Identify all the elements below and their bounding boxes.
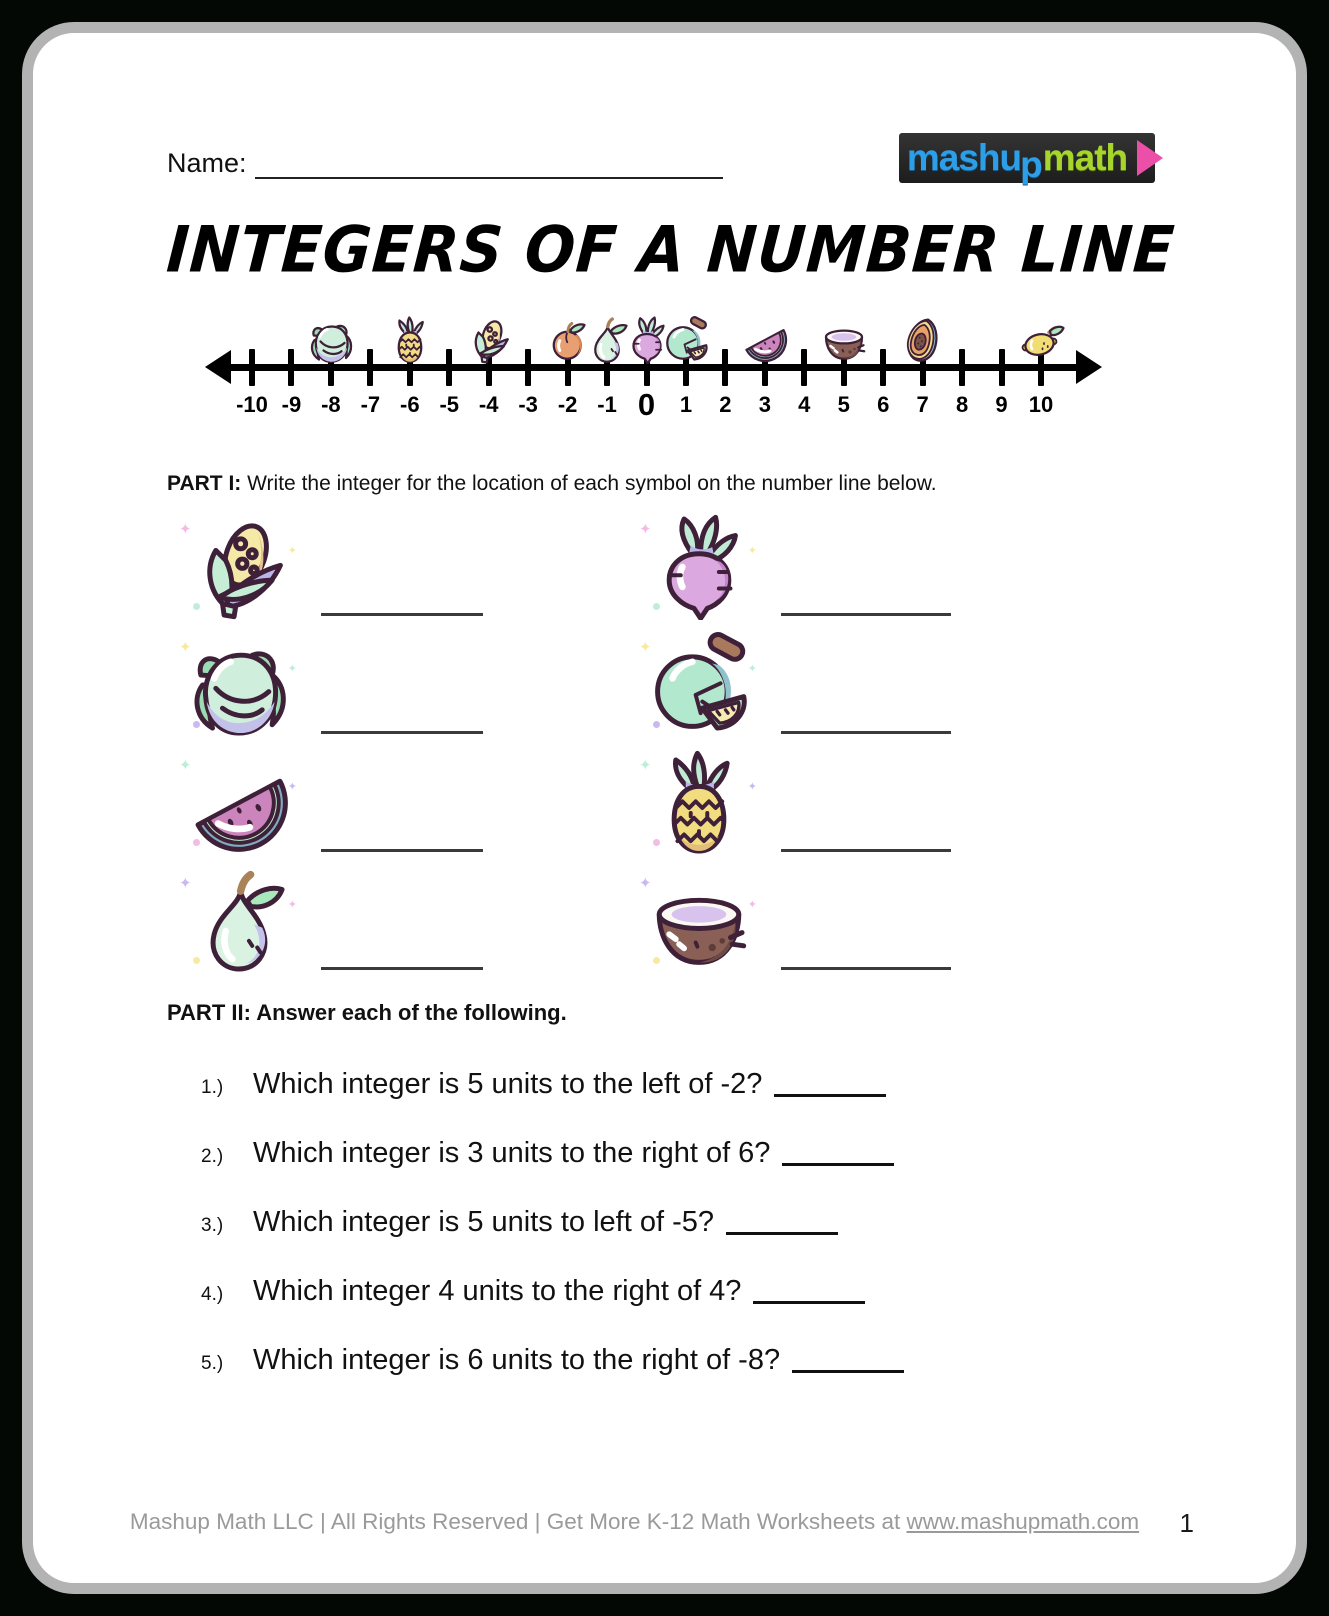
- question-text: Which integer is 3 units to the right of 6?: [253, 1137, 894, 1170]
- number-line-tick: [801, 349, 807, 386]
- number-line-pineapple-icon: [386, 316, 434, 364]
- worksheet-page: [22, 22, 1307, 1594]
- number-line-papaya-icon: [899, 316, 947, 364]
- watermelon-icon: [741, 316, 789, 364]
- tick-label: -2: [557, 392, 578, 417]
- sparkle-icon: ✦: [179, 521, 192, 538]
- sparkle-icon: [653, 603, 660, 610]
- sparkle-icon: ✦: [179, 639, 192, 656]
- number-line-watermelon-icon: [741, 316, 789, 364]
- logo-text-p: p: [1020, 144, 1042, 185]
- part1-row-watermelon: [177, 744, 483, 862]
- part1-row-melon: [637, 626, 951, 744]
- tick-label: 4: [798, 392, 811, 417]
- watermelon-symbol: [177, 744, 301, 862]
- name-blank-line[interactable]: [255, 147, 723, 179]
- number-line-tick: [288, 349, 294, 386]
- tick-label: 0: [637, 387, 656, 422]
- tick-label: -6: [400, 392, 420, 417]
- answer-blank[interactable]: [753, 1281, 865, 1304]
- cabbage-icon: [307, 316, 355, 364]
- coconut-icon: [820, 316, 868, 364]
- tick-label: 5: [837, 392, 850, 417]
- tick-label: 8: [955, 392, 969, 417]
- number-line-melon-icon: [662, 316, 710, 364]
- tick-label: 6: [877, 392, 890, 417]
- question-text: Which integer is 6 units to the right of -8?: [253, 1344, 904, 1377]
- footer-link[interactable]: www.mashupmath.com: [906, 1509, 1140, 1534]
- tick-label: -4: [478, 392, 499, 417]
- sparkle-icon: ✦: [639, 875, 652, 892]
- question-number: 3.): [201, 1215, 224, 1236]
- sparkle-icon: [193, 957, 200, 964]
- part1-row-cabbage: [177, 626, 483, 744]
- number-line-bar: [225, 364, 1082, 371]
- sparkle-icon: ✦: [747, 545, 757, 557]
- answer-blank[interactable]: [726, 1212, 838, 1235]
- pear-symbol: [177, 862, 301, 980]
- answer-blank[interactable]: [321, 613, 483, 616]
- answer-blank[interactable]: [321, 849, 483, 852]
- part1-row-radish: [637, 508, 951, 626]
- number-line-tick: [525, 349, 531, 386]
- tick-label: -8: [321, 392, 341, 417]
- answer-blank[interactable]: [781, 613, 951, 616]
- part1-row-pear: [177, 862, 483, 980]
- sparkle-icon: ✦: [747, 899, 757, 911]
- answer-blank[interactable]: [781, 967, 951, 970]
- sparkle-icon: ✦: [287, 663, 297, 675]
- part1-column-right: [637, 508, 951, 980]
- tick-label: -10: [236, 392, 268, 417]
- sparkle-icon: ✦: [747, 663, 757, 675]
- cabbage-symbol: [177, 626, 301, 744]
- part1-row-corn: [177, 508, 483, 626]
- tick-label: -5: [439, 392, 460, 417]
- question-row-5: [201, 1344, 1296, 1377]
- answer-blank[interactable]: [792, 1350, 904, 1373]
- number-line-coconut-icon: [820, 316, 868, 364]
- header-row: [167, 133, 1155, 189]
- coconut-icon: [646, 868, 752, 974]
- footer-text: Mashup Math LLC | All Rights Reserved | Get More K-12 Math Worksheets at: [129, 1509, 907, 1534]
- tick-label: 2: [719, 392, 732, 417]
- sparkle-icon: [653, 721, 660, 728]
- part1-heading-bold: PART I:: [167, 472, 242, 495]
- tick-label: -3: [518, 392, 538, 417]
- sparkle-icon: ✦: [287, 781, 297, 793]
- melon-icon: [662, 316, 710, 364]
- answer-blank[interactable]: [781, 731, 951, 734]
- question-number: 4.): [201, 1284, 224, 1305]
- corn-icon: [465, 316, 513, 364]
- sparkle-icon: [193, 721, 200, 728]
- answer-blank[interactable]: [781, 849, 951, 852]
- part1-grid: [167, 508, 1167, 982]
- page-number: 1: [1179, 1508, 1194, 1538]
- question-row-2: [201, 1137, 1296, 1170]
- answer-blank[interactable]: [321, 731, 483, 734]
- sparkle-icon: ✦: [179, 875, 192, 892]
- footer: [33, 1509, 1296, 1535]
- question-row-3: [201, 1206, 1296, 1239]
- watermelon-icon: [186, 750, 292, 856]
- part2-heading: PART II: Answer each of the following.: [167, 1000, 567, 1025]
- tick-label: 1: [679, 392, 693, 417]
- sparkle-icon: ✦: [639, 639, 652, 656]
- part1-row-pineapple: [637, 744, 951, 862]
- tick-label: 9: [995, 392, 1008, 417]
- coconut-symbol: [637, 862, 761, 980]
- number-line-tick: [367, 349, 373, 386]
- answer-blank[interactable]: [774, 1074, 886, 1097]
- worksheet-title: INTEGERS OF A NUMBER LINE: [164, 212, 1178, 287]
- question-number: 1.): [201, 1077, 224, 1098]
- number-line-tick: [249, 349, 255, 386]
- sparkle-icon: [653, 839, 660, 846]
- question-text: Which integer 4 units to the right of 4?: [253, 1275, 865, 1308]
- corn-symbol: [177, 508, 301, 626]
- number-line-right-arrow-icon: [1076, 350, 1102, 384]
- number-line-corn-icon: [465, 316, 513, 364]
- part1-heading-rest: Write the integer for the location of each symbol on the number line below.: [241, 472, 937, 495]
- pineapple-symbol: [637, 744, 761, 862]
- part1-row-coconut: [637, 862, 951, 980]
- number-line-lemon-icon: [1017, 316, 1065, 364]
- number-line-tick: [999, 349, 1005, 386]
- part1-heading: [167, 472, 1296, 496]
- tick-label: 10: [1028, 392, 1054, 417]
- part2-question-list: [201, 1068, 1296, 1377]
- number-line-tick: [446, 349, 452, 386]
- question-row-4: [201, 1275, 1296, 1308]
- worksheet-content: [33, 33, 1296, 1583]
- question-text: Which integer is 5 units to left of -5?: [253, 1206, 838, 1239]
- number-line-tick: [880, 349, 886, 386]
- tick-label: -7: [360, 392, 381, 417]
- sparkle-icon: ✦: [639, 757, 652, 774]
- mashup-math-logo: [899, 133, 1155, 183]
- tick-label: -9: [281, 392, 302, 417]
- answer-blank[interactable]: [321, 967, 483, 970]
- answer-blank[interactable]: [782, 1143, 894, 1166]
- melon-symbol: [637, 626, 761, 744]
- tick-label: 7: [916, 392, 929, 417]
- radish-icon: [646, 514, 752, 620]
- question-row-1: [201, 1068, 1296, 1101]
- lemon-icon: [1017, 316, 1065, 364]
- sparkle-icon: ✦: [287, 899, 297, 911]
- radish-symbol: [637, 508, 761, 626]
- play-triangle-icon: [1137, 140, 1163, 176]
- sparkle-icon: ✦: [179, 757, 192, 774]
- sparkle-icon: ✦: [287, 545, 297, 557]
- name-label: Name:: [167, 148, 247, 178]
- tick-label: 3: [758, 392, 771, 417]
- logo-text-math: math: [1042, 137, 1128, 178]
- number-line-cabbage-icon: [307, 316, 355, 364]
- sparkle-icon: [193, 839, 200, 846]
- number-line-tick: [722, 349, 728, 386]
- pineapple-icon: [386, 316, 434, 364]
- number-line-tick: [959, 349, 965, 386]
- name-field-group: [167, 147, 723, 179]
- question-number: 5.): [201, 1353, 224, 1374]
- corn-icon: [186, 514, 292, 620]
- pineapple-icon: [646, 750, 752, 856]
- number-line: [201, 304, 1106, 432]
- question-number: 2.): [201, 1146, 224, 1167]
- melon-icon: [646, 632, 752, 738]
- logo-text-mashu: mashu: [906, 137, 1022, 178]
- cabbage-icon: [186, 632, 292, 738]
- sparkle-icon: ✦: [747, 781, 757, 793]
- papaya-icon: [899, 316, 947, 364]
- pear-icon: [186, 868, 292, 974]
- sparkle-icon: ✦: [639, 521, 652, 538]
- sparkle-icon: [653, 957, 660, 964]
- tick-label: -1: [597, 392, 617, 417]
- sparkle-icon: [193, 603, 200, 610]
- part1-column-left: [177, 508, 483, 980]
- question-text: Which integer is 5 units to the left of -2?: [253, 1068, 886, 1101]
